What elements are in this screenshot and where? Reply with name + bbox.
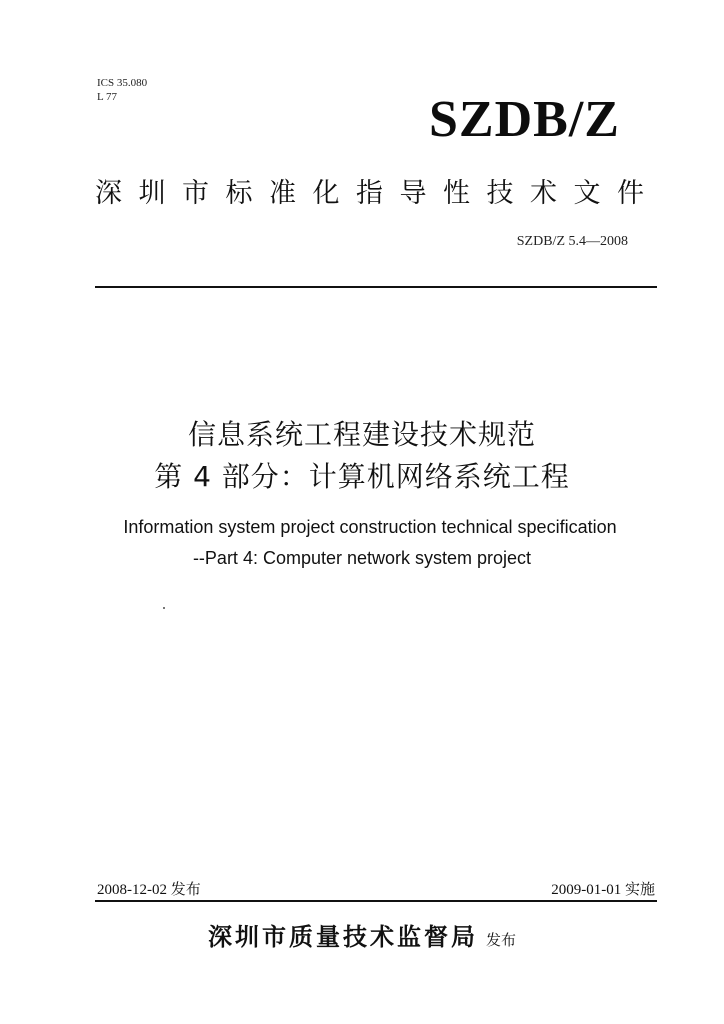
bottom-divider <box>95 900 657 902</box>
chinese-title-line-1: 信息系统工程建设技术规范 <box>187 418 536 451</box>
document-type-heading: 深圳市标准化指导性技术文件 <box>95 178 661 209</box>
ics-code: ICS 35.080 <box>97 77 148 89</box>
date-row <box>95 878 657 900</box>
scan-speck <box>163 607 165 609</box>
standard-brand: SZDB/Z <box>429 91 620 148</box>
chinese-title-line-2: 第 4 部分：计算机网络系统工程 <box>154 460 570 493</box>
top-divider <box>95 286 657 288</box>
publish-label: 发布 <box>485 931 516 949</box>
english-title-line-2: --Part 4: Computer network system project <box>192 548 532 568</box>
issue-date: 2008-12-02 发布 <box>97 882 201 898</box>
classification-codes <box>97 77 147 105</box>
publisher-name: 深圳市质量技术监督局 <box>207 923 478 951</box>
english-title-line-1: Information system project construction technical specification <box>123 517 617 537</box>
implementation-date: 2009-01-01 实施 <box>551 882 655 898</box>
classification-code: L 77 <box>97 90 118 103</box>
document-number: SZDB/Z 5.4—2008 <box>516 234 628 249</box>
publisher-line <box>0 917 724 952</box>
